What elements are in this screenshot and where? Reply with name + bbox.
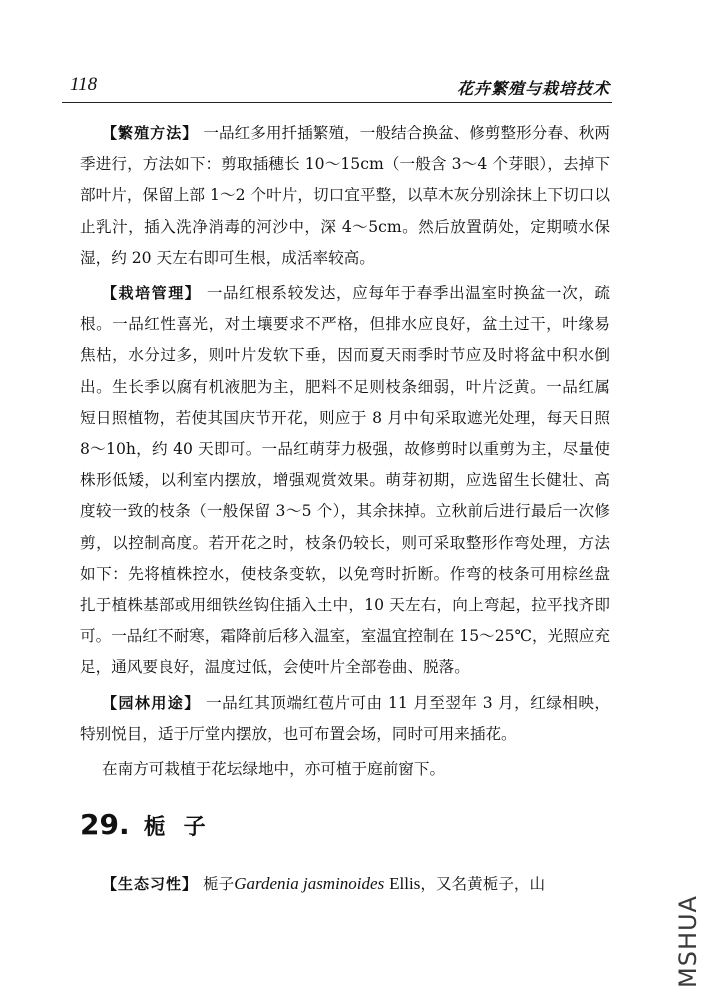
text-south: 在南方可栽植于花坛绿地中，亦可植于庭前窗下。 xyxy=(102,760,446,779)
paragraph-ecology xyxy=(80,868,610,900)
author-name: Ellis xyxy=(389,873,421,893)
paragraph-south xyxy=(80,754,610,785)
text-propagation: 一品红多用扦插繁殖，一般结合换盆、修剪整形分春、秋两季进行，方法如下：剪取插穗长 10～15cm（一般含 3～4 个芽眼），去掉下部叶片，保留上部 1～2 个叶片，切口宜平整，以草木灰分别涂抹上下切口以止乳汁，插入洗净消毒的河沙中，深 4～5cm。然后放置荫处，定期喷水保湿，约 20 天左右即可生根，成活率较高。 xyxy=(80,124,610,267)
label-landscape: 【园林用途】 xyxy=(102,693,201,712)
page-number: 118 xyxy=(70,74,98,95)
page-header xyxy=(62,68,612,103)
paragraph-propagation xyxy=(80,118,610,274)
label-ecology: 【生态习性】 xyxy=(102,874,199,893)
section-title xyxy=(80,808,224,841)
watermark-text: MSHUA xyxy=(674,895,702,988)
paragraph-landscape xyxy=(80,688,610,750)
paragraph-cultivation xyxy=(80,278,610,684)
section-number: 29. xyxy=(80,808,130,841)
running-title: 花卉繁殖与栽培技术 xyxy=(456,79,610,98)
body-text xyxy=(80,118,610,789)
text-cultivation: 一品红根系较发达，应每年于春季出温室时换盆一次，疏根。一品红性喜光，对土壤要求不严格，但排水应良好，盆土过干，叶缘易焦枯，水分过多，则叶片发软下垂，因而夏天雨季时节应及时将盆中积水倒出。生长季以腐有机液肥为主，肥料不足则枝条细弱，叶片泛黄。一品红属短日照植物，若使其国庆节开花，则应于 8 月中旬采取遮光处理，每天日照 8～10h，约 40 天即可。一品红萌芽力极强，故修剪时以重剪为主，尽量使株形低矮，以利室内摆放，增强观赏效果。萌芽初期，应选留生长健壮、高度较一致的枝条（一般保留 3～5 个），其余抹掉。立秋前后进行最后一次修剪，以控制高度。若开花之时，枝条仍较长，则可采取整形作弯处理，方法如下：先将植株控水，使枝条变软，以免弯时折断。作弯的枝条可用棕丝盘扎于植株基部或用细铁丝钩住插入土中，10 天左右，向上弯起，拉平找齐即可。一品红不耐寒，霜降前后移入温室，室温宜控制在 15～25℃，光照应充足，通风要良好，温度过低，会使叶片全部卷曲、脱落。 xyxy=(80,284,610,677)
watermark xyxy=(670,880,700,990)
label-cultivation: 【栽培管理】 xyxy=(102,284,202,303)
label-propagation: 【繁殖方法】 xyxy=(102,124,199,142)
latin-name: Gardenia jasminoides xyxy=(234,873,385,893)
text-ecology-before: 栀子 xyxy=(202,874,235,893)
section-name: 栀子 xyxy=(143,815,224,840)
text-landscape: 一品红其顶端红苞片可由 11 月至翌年 3 月，红绿相映，特别悦目，适于厅堂内摆放，也可布置会场，同时可用来插花。 xyxy=(80,693,610,743)
text-ecology-after: ，又名黄栀子，山 xyxy=(420,874,546,893)
